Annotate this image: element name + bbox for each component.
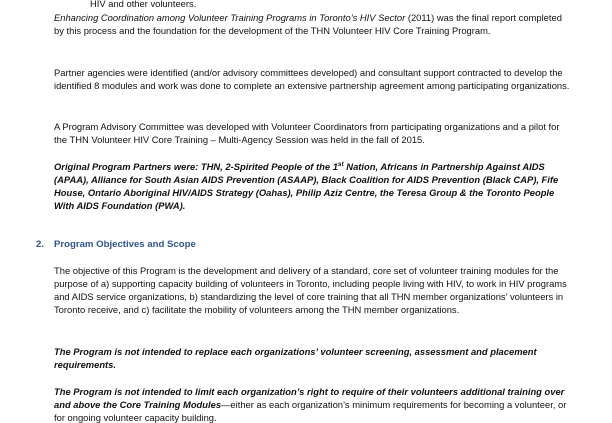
not-limit-bold: The Program is not intended to limit each organization’s right to require of their volunteers additional training over and above the Core Training Modules [54,386,565,410]
paragraph-report [54,11,574,37]
continued-text-span: HIV and other volunteers. [90,0,197,9]
section-heading [36,238,196,251]
section-title: Program Objectives and Scope [54,239,196,250]
paragraph-partner-agencies: Partner agencies were identified (and/or advisory committees developed) and consultant support contracted to develop the identified 8 modules and work was done to complete an extensive partnership agreement among participating organizations. [54,67,570,91]
report-description: (2011) was the final report completed by this process and the foundation for the development of the THN Volunteer HIV Core Training Program. [54,12,562,36]
partners-text-b: Nation, Africans in Partnership Against AIDS (APAA), Alliance for South Asian AIDS Prevention (ASAAP), Black Coalition for AIDS Prevention (Black CAP), Fife House, Ontario Aboriginal HIV/AIDS Strategy (Oahas), Philip Aziz Centre, the Teresa Group & the Toronto People With AIDS Foundation (PWA). [54,161,559,211]
section-number: 2. [36,239,45,250]
report-title: Enhancing Coordination among Volunteer Training Programs in Toronto’s HIV Sector [54,12,406,23]
paragraph-advisory-committee: A Program Advisory Committee was developed with Volunteer Coordinators from participating organizations and a pilot for the THN Volunteer HIV Core Training – Multi-Agency Session was held in the fall of 2015. [54,121,560,145]
not-limit-rest: —either as each organization’s minimum requirements for becoming a volunteer, or for ongoing volunteer capacity building. [54,399,567,423]
paragraph-objective: The objective of this Program is the development and delivery of a standard, core set of volunteer training modules for the purpose of a) supporting capacity building of volunteers in Toronto, including people living with HIV, to work in HIV programs and AIDS service organizations, b) standardizing the level of core training that all THN member organizations’ volunteers in Toronto receive, and c) facilitate the mobility of volunteers among the THN member organizations. [54,265,567,315]
paragraph-original-partners [54,160,574,212]
partners-superscript: st [337,160,344,168]
partners-text-a: Original Program Partners were: THN, 2-Spirited People of the 1 [54,161,338,172]
paragraph-not-replace: The Program is not intended to replace each organizations’ volunteer screening, assessment and placement requirements. [54,346,537,370]
continued-text [90,0,610,10]
paragraph-not-limit [54,385,574,423]
